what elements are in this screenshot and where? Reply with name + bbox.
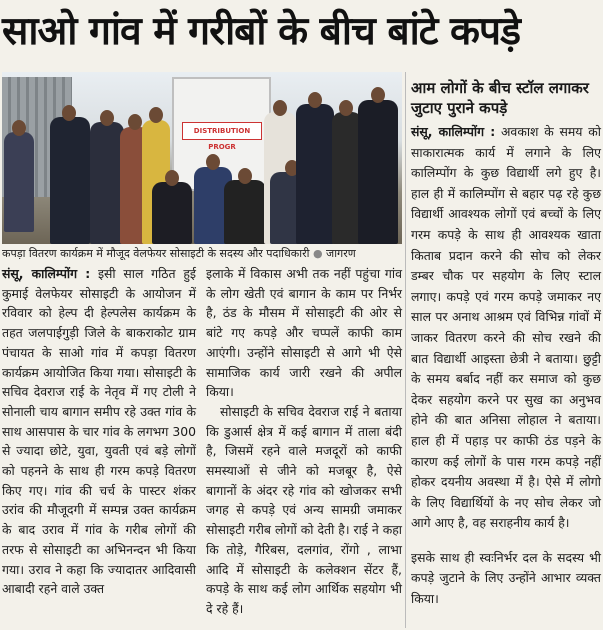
van-banner: DISTRIBUTION PROGR bbox=[182, 122, 262, 140]
news-photo bbox=[2, 72, 402, 244]
sidebar-dateline: संसू, कालिम्पोंग : bbox=[411, 124, 496, 139]
sidebar-title: आम लोगों के बीच स्टॉल लगाकर जुटाए पुराने कपड़े bbox=[411, 79, 589, 117]
sidebar-column bbox=[411, 122, 601, 610]
sidebar-body-1: अवकाश के समय को साकारात्मक कार्य में लगाने के लिए कालिम्पोंग के कुछ विद्यार्थी लगे हुए है। हाल ही में कालिम्पोंग से बहार पढ़ रहे कुछ विद्यार्थी आवश्यक लोगों एवं बच्चों के लिए गरम कपड़े के साथ ही आवश्यक खाता किताब प्रदान करने की सोच को लेकर डम्बर चौक पर सहयोग के लिए स्टाल लगाए। कपड़े एवं गरम कपड़े जमाकर नए साल पर अनाथ आश्रम एवं विभिन्न गांवों में जाकर वितरण करने की सोच रखने की बात विद्यार्थी आइस्ता छेत्री ने बताया। छुट्टी के समय बर्बाद नहीं कर समाज को कुछ देकर सहयोग करने पर सुख का अनुभव होने की बात अनिसा लोहाल ने बताया। हाल ही में पहाड़ पर काफी ठंड पड़ने के कारण कई लोगों के पास गरम कपड़े नहीं होकर दयनीय अवस्था में है। ऐसे में लोगो के लिए विद्यार्थियों के नए सोच लेकर जो आगे आए है, वह सराहनीय कार्य है। bbox=[411, 124, 601, 531]
person-figure bbox=[358, 100, 398, 244]
person-figure bbox=[224, 180, 266, 244]
person-head bbox=[62, 105, 76, 121]
person-head bbox=[339, 100, 353, 116]
person-head bbox=[308, 92, 322, 108]
person-figure bbox=[152, 182, 192, 244]
article-dateline: संसू, कालिम्पोंग : bbox=[2, 266, 91, 281]
sidebar-body-2: इसके साथ ही स्वःनिर्भर दल के सदस्य भी कपड़े जुटाने के लिए उन्होंने आभार व्यक्त किया। bbox=[411, 549, 601, 607]
person-figure bbox=[4, 132, 34, 232]
article-body-2b: सोसाइटी के सचिव देवराज राई ने बताया कि डुआर्स क्षेत्र में कई बागान में ताला बंदी है, जिसमें रहने वाले मजदूरों को काफी समस्याओं से जीने को मजबूर है, ऐसे बागानों के अंदर रहे गांव को खोजकर सभी जगह से कपड़े एवं अन्य सामग्री जमाकर सोसाइटी गरीब लोगों को देती है। राई ने कहा कि तोड़े, गैरिबस, दलगांव, रोंगो , लाभा आदि में सोसाइटी के कलेक्शन सेंटर हैं, कपड़े के साथ कई लोग आर्थिक सहयोग भी दे रहे हैं। bbox=[206, 403, 402, 616]
person-head bbox=[371, 87, 385, 103]
photo-caption bbox=[2, 246, 406, 262]
article-body-1: इसी साल गठित हुई कुमाई वेलफेयर सोसाइटी के आयोजन में रविवार को हेल्प दी हेल्पलेस कार्यक्रम के तहत जलपाईगुड़ी जिले के बाकराकोट ग्राम पंचायत के साओ गांव में कपड़ा वितरण कार्यक्रम आयोजित किया गया। सोसाइटी के सचिव देवराज राई के नेतृव में गए टोली ने सोनाली चाय बागान समीप रहे उक्त गांव के साथ आसपास के चार गांव के लगभग 300 से ज्यादा छोटे, युवा, युवती एवं बड़े लोगों को पहनने के साथ ही गरम कपड़े वितरण किए गए। गांव की चर्च के पास्टर शंकर उरांव की मौजूदगी में सम्पन्न उक्त कार्यक्रम के बाद उराव में गांव के गरीब लोगों की तरफ से सोसाइटी का अभिनन्दन भी किया गया। उराव ने कहा कि ज्यादातर आदिवासी आबादी रहने वाले उक्त bbox=[2, 266, 196, 597]
person-head bbox=[128, 114, 142, 130]
article-column-2 bbox=[206, 264, 402, 619]
person-head bbox=[100, 110, 114, 126]
person-head bbox=[206, 154, 220, 170]
caption-separator: ● bbox=[312, 247, 323, 260]
column-divider bbox=[405, 72, 406, 628]
caption-text: कपड़ा वितरण कार्यक्रम में मौजूद वेलफेयर सोसाइटी के सदस्य और पदाधिकारी bbox=[2, 247, 310, 260]
person-head bbox=[273, 100, 287, 116]
person-figure bbox=[50, 117, 90, 244]
headline: साओ गांव में गरीबों के बीच बांटे कपड़े bbox=[2, 8, 520, 54]
person-head bbox=[12, 120, 26, 136]
person-head bbox=[149, 107, 163, 123]
caption-source: जागरण bbox=[326, 247, 356, 260]
person-head bbox=[238, 168, 252, 184]
person-head bbox=[165, 170, 179, 186]
person-figure bbox=[90, 122, 124, 244]
person-figure bbox=[296, 104, 334, 244]
article-column-1 bbox=[2, 264, 196, 599]
article-body-2a: इलाके में विकास अभी तक नहीं पहुंचा गांव के लोग खेती एवं बागान के काम पर निर्भर है, ठंड के मौसम में सोसाइटी की ओर से बांटे गए कपड़े और चप्पलें काफी काम आएंगी। उन्होंने सोसाइटी से आगे भी ऐसे सामाजिक कार्य जारी रखने की अपील किया। bbox=[206, 266, 402, 400]
